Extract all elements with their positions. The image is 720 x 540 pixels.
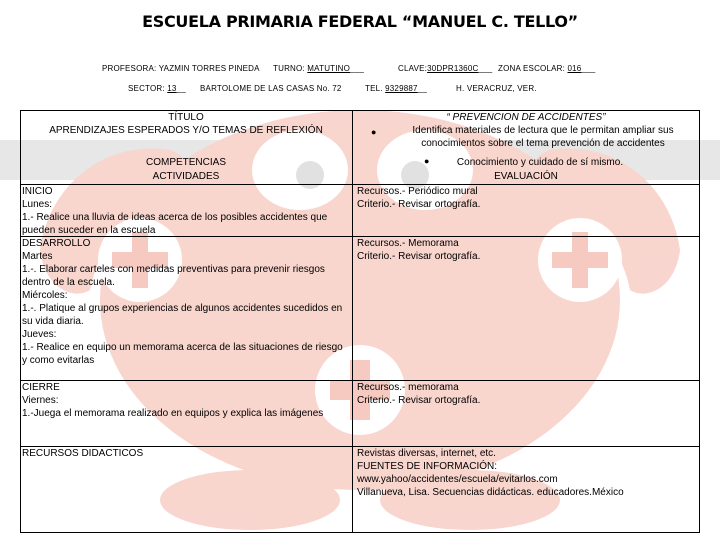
competencies-label: COMPETENCIAS <box>145 157 226 168</box>
activity-cierre: CIERRE Viernes: 1.-Juega el memorama realizado en equipos y explica las imágenes <box>22 382 324 419</box>
title-label: TÍTULO <box>168 112 204 123</box>
shift-field: TURNO: MATUTINO___ <box>273 64 365 73</box>
sector-value: 13 <box>167 84 177 93</box>
school-code-field: CLAVE:30DPR1360C___ <box>398 64 493 73</box>
sector-label: SECTOR: <box>128 84 168 93</box>
bullet-icon: ● <box>371 127 377 137</box>
sector-field: SECTOR: 13__ <box>128 84 186 93</box>
evaluation-label: EVALUACIÓN <box>494 171 558 182</box>
resources-sources: Revistas diversas, internet, etc. FUENTES DE INFORMACIÓN: www.yahoo/accidentes/escuela/evitarlos.com Villanueva, Lisa. Secuencias didácticas. educadores.México <box>357 448 624 498</box>
evaluation-inicio: Recursos.- Periódico mural Criterio.- Revisar ortografía. <box>357 186 481 210</box>
lesson-title: “ PREVENCION DE ACCIDENTES” <box>446 112 606 123</box>
activity-inicio: INICIO Lunes: 1.- Realice una lluvia de ideas acerca de los posibles accidentes que pueden suceder en la escuela <box>22 186 328 236</box>
phone-field: TEL. 9329887__ <box>365 84 427 93</box>
learning-objective-2: Conocimiento y cuidado de sí mismo. <box>456 157 624 168</box>
phone-value: 9329887 <box>385 84 418 93</box>
learning-label: APRENDIZAJES ESPERADOS Y/O TEMAS DE REFLEXIÓN <box>49 125 323 136</box>
activities-label: ACTIVIDADES <box>152 171 220 182</box>
teacher-name: PROFESORA: YAZMIN TORRES PINEDA <box>102 64 260 73</box>
school-zone-field: ZONA ESCOLAR: 016___ <box>498 64 596 73</box>
shift-label: TURNO: <box>273 64 308 73</box>
bullet-icon: ● <box>424 156 430 166</box>
table-divider-center <box>352 110 353 533</box>
evaluation-cierre: Recursos.- memorama Criterio.- Revisar ortografía. <box>357 382 481 406</box>
phone-label: TEL. <box>365 84 386 93</box>
school-zone-label: ZONA ESCOLAR: <box>498 64 568 73</box>
activity-desarrollo: DESARROLLO Martes 1.-. Elaborar carteles con medidas preventivas para prevenir riesgos dentro de la escuela. Miércoles: 1.-. Platique al grupos experiencias de algunos accidentes sucedidos en su vida diaria. Jueves: 1.- Realice en equipo un memorama acerca de las situaciones de riesgo y como evitarlas <box>22 238 343 366</box>
learning-objective-1: Identifica materiales de lectura que le permitan ampliar sus conocimientos sobre el tema prevención de accidentes <box>412 125 674 149</box>
school-title: ESCUELA PRIMARIA FEDERAL “MANUEL C. TELLO” <box>142 12 578 31</box>
table-border-right <box>699 110 700 533</box>
table-border-left <box>20 110 21 533</box>
evaluation-desarrollo: Recursos.- Memorama Criterio.- Revisar ortografía. <box>357 238 481 262</box>
shift-value: MATUTINO <box>307 64 351 73</box>
school-address: BARTOLOME DE LAS CASAS No. 72 <box>200 84 342 93</box>
school-city: H. VERACRUZ, VER. <box>456 84 537 93</box>
table-border-bottom <box>20 532 700 533</box>
school-zone-value: 016 <box>567 64 582 73</box>
resources-label: RECURSOS DIDACTICOS <box>22 448 144 459</box>
school-code-label: CLAVE: <box>398 64 428 73</box>
school-code-value: 30DPR1360C <box>427 64 479 73</box>
